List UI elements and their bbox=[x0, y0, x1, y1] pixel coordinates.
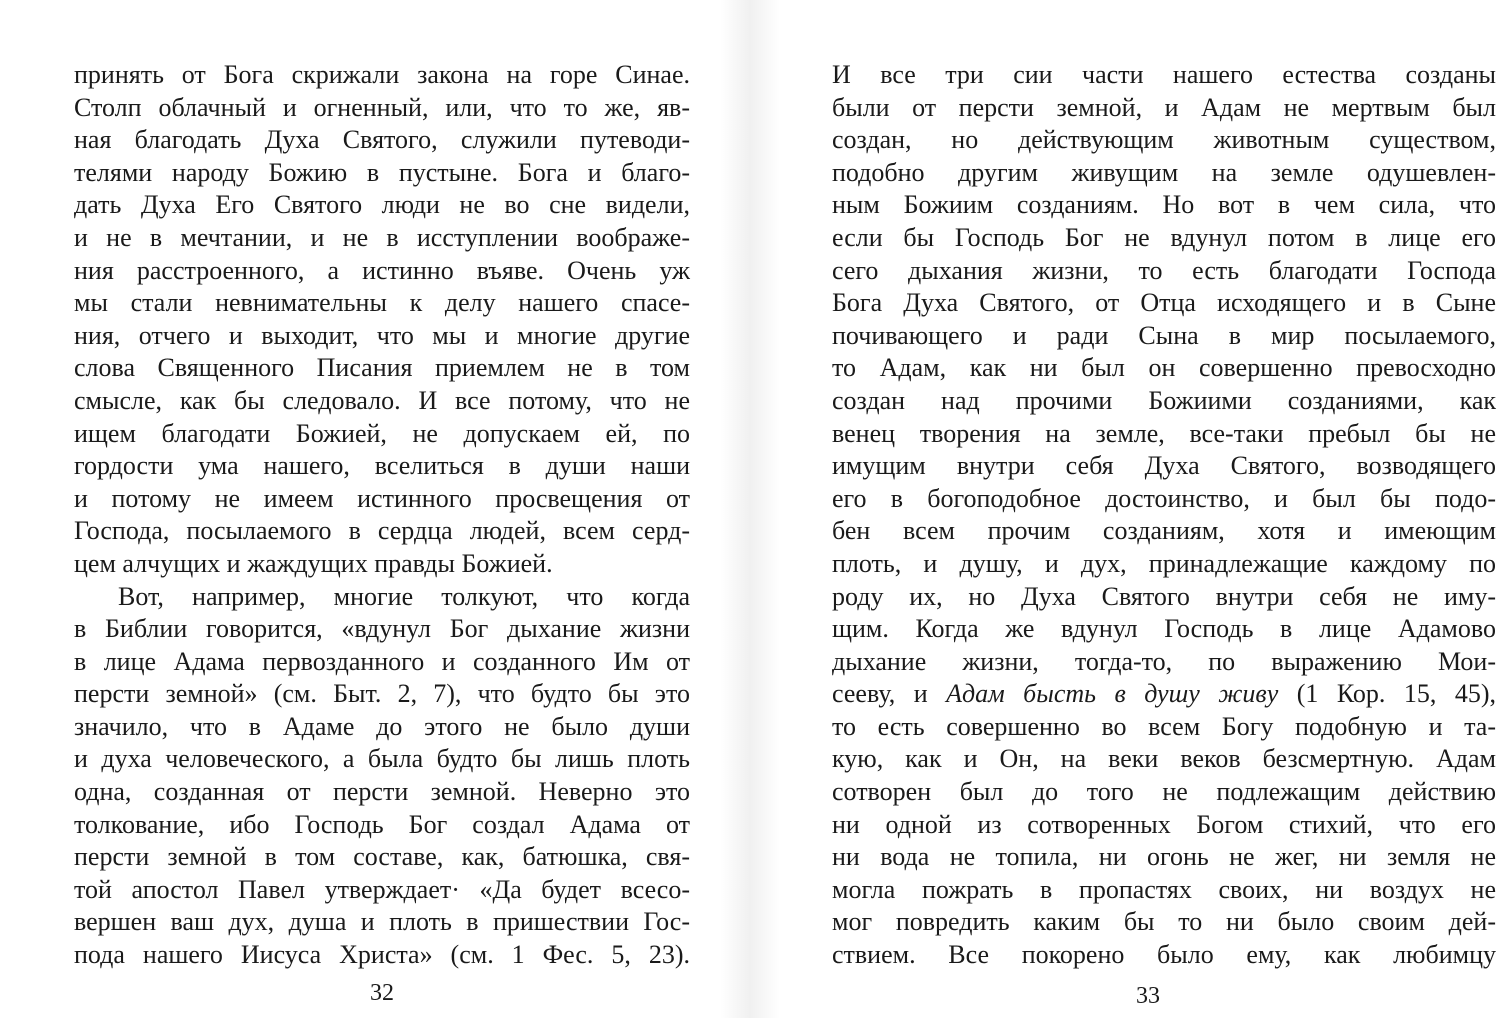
text-line: его в богоподобное достоинство, и был бы подо- bbox=[832, 483, 1496, 513]
text-line: бен всем прочим созданиям, хотя и имеющим bbox=[832, 516, 1496, 546]
text-line-with-quote bbox=[832, 678, 1496, 711]
italic-quote: Адам бысть в душу живу bbox=[946, 679, 1279, 709]
page-number: 32 bbox=[370, 980, 394, 1006]
text-line: дать Духа Его Святого люди не во сне видели, bbox=[74, 190, 690, 220]
text-line: создан, но действующим животным существом, bbox=[832, 125, 1496, 155]
text-line: почивающего и ради Сына в мир посылаемого, bbox=[832, 320, 1496, 350]
text-line: то есть совершенно во всем Богу подобную и та- bbox=[832, 711, 1496, 741]
text-line: ния, отчего и выходит, что мы и многие другие bbox=[74, 320, 690, 350]
text-line: персти земной» (см. Быт. 2, 7), что будто бы это bbox=[74, 679, 690, 709]
text-line: могла пожрать в пропастях своих, ни воздух не bbox=[832, 874, 1496, 904]
text-line: ищем благодати Божией, не допускаем ей, по bbox=[74, 418, 690, 448]
text-line: были от персти земной, и Адам не мертвым был bbox=[832, 92, 1496, 122]
text-line: и не в мечтании, и не в исступлении воображе- bbox=[74, 222, 690, 252]
page-number: 33 bbox=[1136, 983, 1160, 1009]
text-line: роду их, но Духа Святого внутри себя не иму- bbox=[832, 581, 1496, 611]
right-page-text bbox=[832, 59, 1496, 972]
text-line: ни одной из сотворенных Богом стихий, что его bbox=[832, 809, 1496, 839]
citation: (1 Кор. 15, 45), bbox=[1278, 679, 1496, 709]
text-line: в Библии говорится, «вдунул Бог дыхание жизни bbox=[74, 614, 690, 644]
text-line: в лице Адама первозданного и созданного Им от bbox=[74, 646, 690, 676]
text-line: кую, как и Он, на веки веков безсмертную. Адам bbox=[832, 744, 1496, 774]
text-line: слова Священного Писания приемлем не в том bbox=[74, 353, 690, 383]
text-line: Господа, посылаемого в сердца людей, всем серд- bbox=[74, 516, 690, 546]
text-line: ния расстроенного, а истинно въяве. Очень уж bbox=[74, 255, 690, 285]
text-line: плоть, и душу, и дух, принадлежащие каждому по bbox=[832, 548, 1496, 578]
text-line: цем алчущих и жаждущих правды Божией. bbox=[74, 548, 553, 578]
text-line: дыхание жизни, тогда-то, по выражению Мои- bbox=[832, 646, 1496, 676]
text-line: создан над прочими Божиими созданиями, как bbox=[832, 385, 1496, 415]
text-line: смысле, как бы следовало. И все потому, что не bbox=[74, 385, 690, 415]
text-line: имущим внутри себя Духа Святого, возводящего bbox=[832, 451, 1496, 481]
text-line: И все три сии части нашего естества созданы bbox=[832, 60, 1496, 89]
left-page-text bbox=[74, 59, 690, 972]
text-line: персти земной в том составе, как, батюшка, свя- bbox=[74, 842, 690, 872]
text-line: венец творения на земле, все-таки пребыл бы не bbox=[832, 418, 1496, 448]
text-line: той апостол Павел утверждает· «Да будет всесо- bbox=[74, 874, 690, 904]
text-line: если бы Господь Бог не вдунул потом в лице его bbox=[832, 222, 1496, 252]
text-line: пода нашего Иисуса Христа» (см. 1 Фес. 5, 23). bbox=[74, 940, 690, 970]
text-line: ным Божиим созданиям. Но вот в чем сила, что bbox=[832, 190, 1496, 220]
text-line: значило, что в Адаме до этого не было души bbox=[74, 711, 690, 741]
text-line: ная благодать Духа Святого, служили путеводи- bbox=[74, 125, 690, 155]
text-line: толкование, ибо Господь Бог создал Адама от bbox=[74, 809, 690, 839]
text-line: вершен ваш дух, душа и плоть в пришествии Гос- bbox=[74, 907, 690, 937]
paragraph-first-line: Вот, например, многие толкуют, что когда bbox=[118, 581, 690, 611]
text-line: то Адам, как ни был он совершенно превосходно bbox=[832, 353, 1496, 383]
text-line: одна, созданная от персти земной. Неверно это bbox=[74, 777, 690, 807]
text-line: гордости ума нашего, вселиться в души наши bbox=[74, 451, 690, 481]
text-line: щим. Когда же вдунул Господь в лице Адамово bbox=[832, 614, 1496, 644]
text-line: телями народу Божию в пустыне. Бога и благо- bbox=[74, 157, 690, 187]
text-line: подобно другим живущим на земле одушевлен- bbox=[832, 157, 1496, 187]
text-segment: сееву, и bbox=[832, 679, 947, 709]
text-line: ствием. Все покорено было ему, как любимцу bbox=[832, 940, 1496, 970]
text-line: ни вода не топила, ни огонь не жег, ни земля не bbox=[832, 842, 1496, 872]
text-line: принять от Бога скрижали закона на горе Синае. bbox=[74, 60, 690, 89]
text-line: сего дыхания жизни, то есть благодати Господа bbox=[832, 255, 1496, 285]
text-line: Столп облачный и огненный, или, что то же, яв- bbox=[74, 92, 690, 122]
text-line: и духа человеческого, а была будто бы лишь плоть bbox=[74, 744, 690, 774]
text-line: и потому не имеем истинного просвещения от bbox=[74, 483, 690, 513]
text-line: мы стали невнимательны к делу нашего спасе- bbox=[74, 288, 690, 318]
text-line: мог повредить каким бы то ни было своим дей- bbox=[832, 907, 1496, 937]
text-line: Бога Духа Святого, от Отца исходящего и в Сыне bbox=[832, 288, 1496, 318]
right-page bbox=[750, 0, 1500, 1018]
text-line: сотворен был до того не подлежащим действию bbox=[832, 777, 1496, 807]
